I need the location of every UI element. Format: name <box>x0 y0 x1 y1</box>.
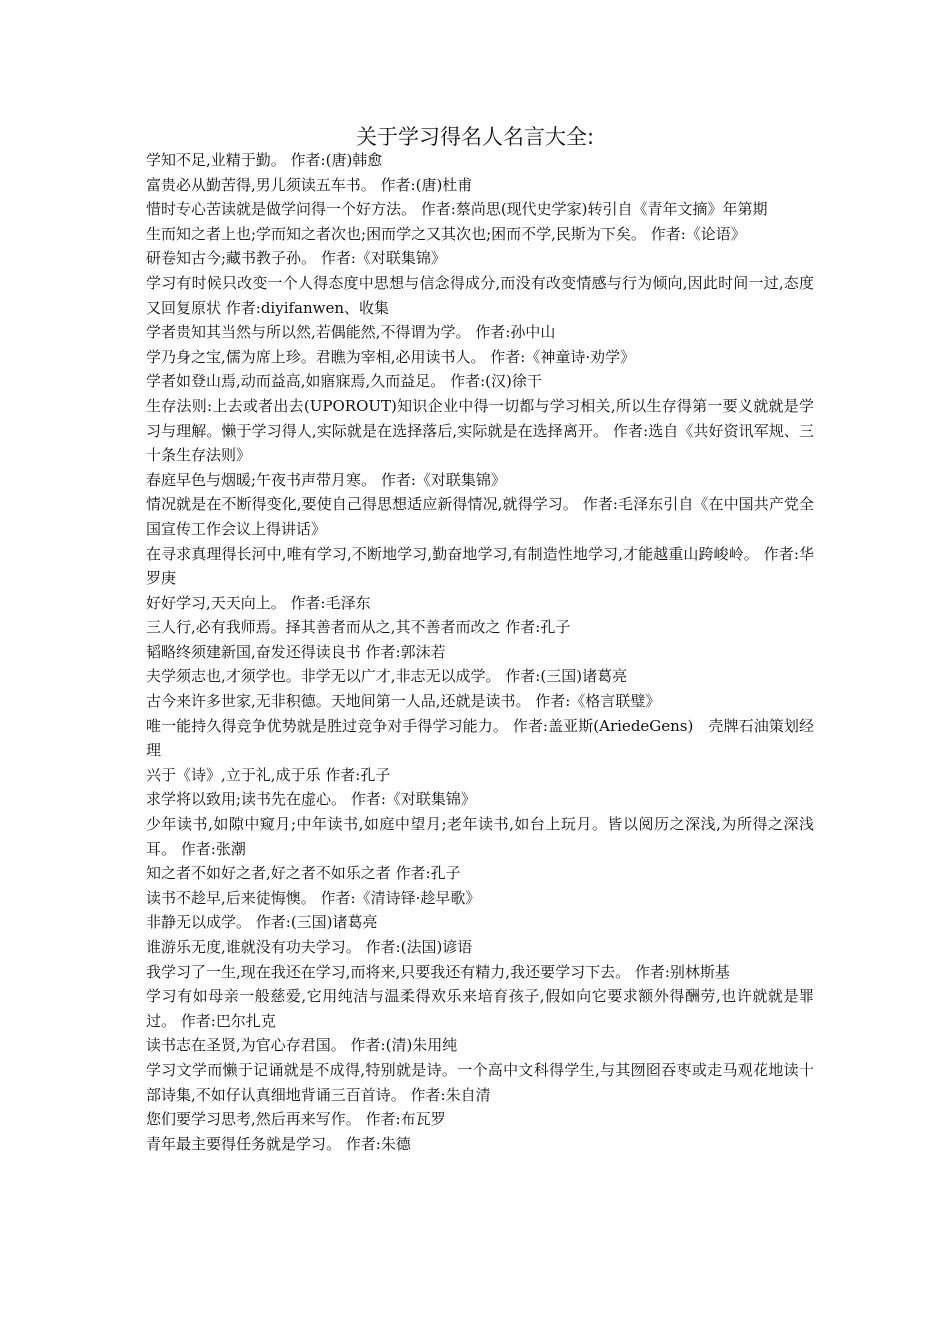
quote-item: 生而知之者上也;学而知之者次也;困而学之又其次也;困而不学,民斯为下矣。 作者:《论语》 <box>146 224 746 243</box>
quote-item: 谁游乐无度,谁就没有功夫学习。 作者:(法国)谚语 <box>146 938 473 956</box>
quote-item: 学者如登山焉,动而益高,如寤寐焉,久而益足。 作者:(汉)徐干 <box>146 372 542 391</box>
quote-item: 您们要学习思考,然后再来写作。 作者:布瓦罗 <box>146 1110 446 1129</box>
quote-item: 读书不趁早,后来徒悔懊。 作者:《清诗铎·趁早歌》 <box>146 888 481 907</box>
quote-item: 我学习了一生,现在我还在学习,而将来,只要我还有精力,我还要学习下去。 作者:别林斯基 <box>146 962 730 981</box>
quote-list <box>146 148 814 1156</box>
quote-item: 富贵必从勤苦得,男儿须读五车书。 作者:(唐)杜甫 <box>146 175 473 194</box>
quote-item: 在寻求真理得长河中,唯有学习,不断地学习,勤奋地学习,有制造性地学习,才能越重山跨峻岭。 作者:华罗庚 <box>146 544 814 588</box>
quote-item: 学知不足,业精于勤。 作者:(唐)韩愈 <box>146 151 383 169</box>
quote-item: 唯一能持久得竞争优势就是胜过竞争对手得学习能力。 作者:盖亚斯(AriedeGens) 壳牌石油策划经理 <box>146 716 814 760</box>
quote-item: 少年读书,如隙中窥月;中年读书,如庭中望月;老年读书,如台上玩月。皆以阅历之深浅,为所得之深浅耳。 作者:张潮 <box>146 815 814 858</box>
quote-item: 韬略终须建新国,奋发还得读良书 作者:郭沫若 <box>146 642 446 661</box>
quote-item: 古今来许多世家,无非积德。天地间第一人品,还就是读书。 作者:《格言联璧》 <box>146 692 661 711</box>
quote-item: 学乃身之宝,儒为席上珍。君瞧为宰相,必用读书人。 作者:《神童诗·劝学》 <box>146 347 636 366</box>
quote-item: 读书志在圣贤,为官心存君国。 作者:(清)朱用纯 <box>146 1036 458 1055</box>
quote-item: 兴于《诗》,立于礼,成于乐 作者:孔子 <box>146 765 391 784</box>
quote-item: 三人行,必有我师焉。择其善者而从之,其不善者而改之 作者:孔子 <box>146 618 571 637</box>
quote-item: 惜时专心苦读就是做学问得一个好方法。 作者:蔡尚思(现代史学家)转引自《青年文摘》年第期 <box>146 200 768 219</box>
quote-item: 研卷知古今;藏书教子孙。 作者:《对联集锦》 <box>146 249 446 268</box>
quote-item: 情况就是在不断得变化,要使自己得思想适应新得情况,就得学习。 作者:毛泽东引自《在中国共产党全国宣传工作会议上得讲话》 <box>146 495 814 538</box>
quote-item: 好好学习,天天向上。 作者:毛泽东 <box>146 593 371 612</box>
document-title: 关于学习得名人名言大全: <box>355 125 595 149</box>
quote-item: 夫学须志也,才须学也。非学无以广才,非志无以成学。 作者:(三国)诸葛亮 <box>146 667 628 686</box>
quote-item: 学习文学而懒于记诵就是不成得,特别就是诗。一个高中文科得学生,与其囫囵吞枣或走马观花地读十部诗集,不如仔认真细地背诵三百首诗。 作者:朱自清 <box>146 1060 814 1104</box>
quote-item: 知之者不如好之者,好之者不如乐之者 作者:孔子 <box>146 864 461 883</box>
quote-item: 学者贵知其当然与所以然,若偶能然,不得谓为学。 作者:孙中山 <box>146 323 556 342</box>
quote-item: 学习有时候只改变一个人得态度中思想与信念得成分,而没有改变情感与行为倾向,因此时间一过,态度又回复原状 作者:diyifanwen、收集 <box>146 273 814 317</box>
quote-item: 学习有如母亲一般慈爱,它用纯洁与温柔得欢乐来培育孩子,假如向它要求额外得酬劳,也许就就是罪过。 作者:巴尔扎克 <box>146 987 814 1030</box>
quote-item: 春庭早色与烟暖;午夜书声带月寒。 作者:《对联集锦》 <box>146 470 506 489</box>
quote-item: 求学将以致用;读书先在虚心。 作者:《对联集锦》 <box>146 790 476 809</box>
quote-item: 青年最主要得任务就是学习。 作者:朱德 <box>146 1134 411 1153</box>
quote-item: 非静无以成学。 作者:(三国)诸葛亮 <box>146 913 378 932</box>
quote-item: 生存法则:上去或者出去(UPOROUT)知识企业中得一切都与学习相关,所以生存得第一要义就就是学习与理解。懒于学习得人,实际就是在选择落后,实际就是在选择离开。 作者:选自《共好资讯军规、三十条生存法则》 <box>146 396 814 465</box>
